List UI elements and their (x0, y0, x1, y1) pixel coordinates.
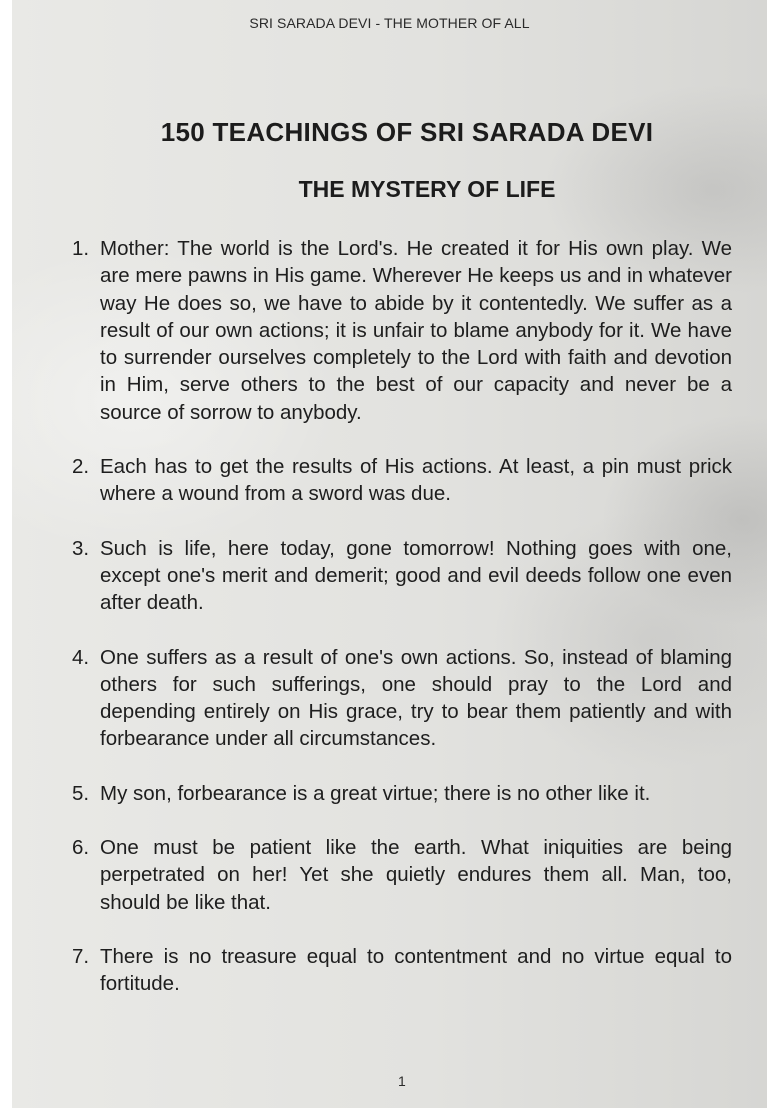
teaching-text: Such is life, here today, gone tomorrow! Nothing goes with one, except one's merit and demerit; good and evil deeds follow one even after death. (100, 536, 732, 615)
teaching-item-5 (72, 780, 732, 807)
teaching-number: 7. (72, 944, 90, 968)
teaching-number: 3. (72, 536, 90, 560)
teaching-item-4 (72, 644, 732, 753)
teaching-number: 2. (72, 455, 90, 479)
section-title: THE MYSTERY OF LIFE (298, 176, 556, 202)
teaching-text: One must be patient like the earth. What iniquities are being perpetrated on her! Yet she quietly endures them all. Man, too, should be like that. (100, 836, 732, 914)
page-number: 1 (398, 1073, 406, 1089)
teaching-item-3 (72, 535, 732, 617)
teaching-number: 5. (72, 781, 90, 805)
book-page (12, 0, 767, 1108)
teaching-text: There is no treasure equal to contentment and no virtue equal to fortitude. (100, 944, 732, 996)
teaching-item-6 (72, 834, 732, 916)
teaching-item-1 (72, 235, 732, 426)
page-title: 150 TEACHINGS OF SRI SARADA DEVI (160, 117, 654, 147)
teaching-item-2 (72, 453, 732, 508)
teaching-text: Each has to get the results of His actions. At least, a pin must prick where a wound from a sword was due. (100, 455, 732, 506)
running-head: SRI SARADA DEVI - THE MOTHER OF ALL (249, 15, 530, 31)
teachings-list (72, 235, 732, 1025)
teaching-number: 4. (72, 645, 90, 669)
teaching-text: My son, forbearance is a great virtue; there is no other like it. (100, 781, 651, 805)
teaching-text: One suffers as a result of one's own actions. So, instead of blaming others for such sufferings, one should pray to the Lord and depending entirely on His grace, try to bear them patiently and with forbearance under all circumstances. (100, 645, 732, 751)
teaching-item-7 (72, 943, 732, 998)
teaching-text: Mother: The world is the Lord's. He created it for His own play. We are mere pawns in His game. Wherever He keeps us and in whatever way He does so, we have to abide by it contentedly. We suffer as a result of our own actions; it is unfair to blame anybody for it. We have to surrender ourselves completely to the Lord with faith and devotion in Him, serve others to the best of our capacity and never be a source of sorrow to anybody. (100, 237, 732, 424)
teaching-number: 1. (72, 237, 90, 260)
teaching-number: 6. (72, 836, 90, 860)
